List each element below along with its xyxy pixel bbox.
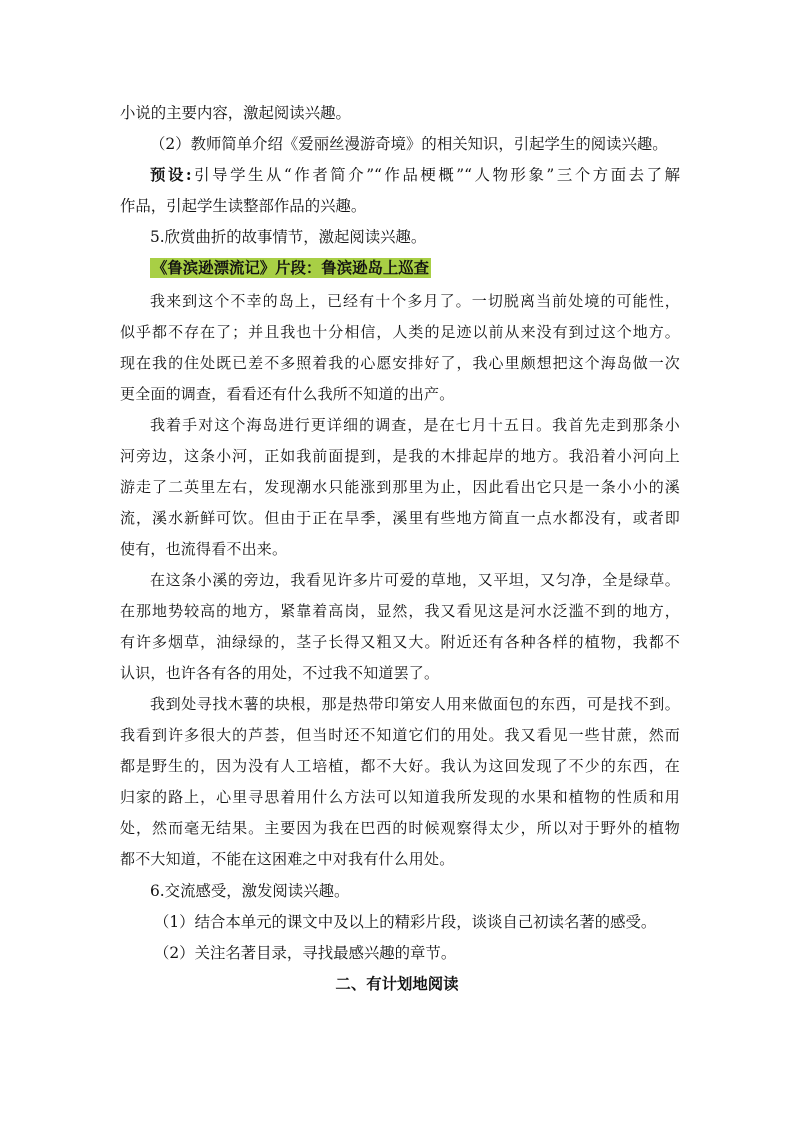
excerpt-p2-line: 我着手对这个海岛进行更详细的调查，是在七月十五日。我首先走到那条小 [150, 416, 680, 434]
step-5-heading: 5.欣赏曲折的故事情节，激起阅读兴趣。 [150, 228, 427, 246]
preset-label: 预设: [150, 166, 192, 184]
excerpt-title-row [150, 258, 680, 278]
step-6-item-1: （1）结合本单元的课文中及以上的精彩片段，谈谈自己初读名著的感受。 [154, 913, 657, 931]
excerpt-p2-line: 流，溪水新鲜可饮。但由于正在旱季，溪里有些地方简直一点水都没有，或者即 [120, 509, 680, 527]
intro-item-2: （2）教师简单介绍《爱丽丝漫游奇境》的相关知识，引起学生的阅读兴趣。 [150, 135, 668, 153]
excerpt-p4-line: 都不大知道，不能在这困难之中对我有什么用处。 [120, 850, 455, 868]
excerpt-p3-line: 在那地势较高的地方，紧靠着高岗，显然，我又看见这是河水泛滥不到的地方， [120, 602, 680, 620]
excerpt-p4-line: 都是野生的，因为没有人工培植，都不大好。我认为这回发现了不少的东西，在 [120, 757, 680, 775]
preset-continuation: 作品，引起学生读整部作品的兴趣。 [120, 197, 367, 215]
preset-paragraph [150, 165, 680, 185]
step-6-heading: 6.交流感受，激发阅读兴趣。 [150, 882, 350, 900]
excerpt-p4-line: 我到处寻找木薯的块根，那是热带印第安人用来做面包的东西，可是找不到。 [150, 695, 680, 713]
preset-text: 引导学生从“作者简介”“作品梗概”“人物形象”三个方面去了解 [191, 166, 680, 184]
excerpt-p3-line: 在这条小溪的旁边，我看见许多片可爱的草地，又平坦，又匀净，全是绿草。 [150, 571, 680, 589]
excerpt-p1-line: 更全面的调查，看看还有什么我所不知道的出产。 [120, 385, 455, 403]
excerpt-p4-line: 归家的路上，心里寻思着用什么方法可以知道我所发现的水果和植物的性质和用 [120, 788, 680, 806]
excerpt-p2-line: 游走了二英里左右，发现潮水只能涨到那里为止，因此看出它只是一条小小的溪 [120, 478, 680, 496]
section-2-heading: 二、有计划地阅读 [335, 975, 459, 993]
excerpt-p2-line: 河旁边，这条小河，正如我前面提到，是我的木排起岸的地方。我沿着小河向上 [120, 447, 680, 465]
excerpt-p1-line: 我来到这个不幸的岛上，已经有十个多月了。一切脱离当前处境的可能性， [150, 292, 680, 310]
excerpt-p4-line: 我看到许多很大的芦荟，但当时还不知道它们的用处。我又看见一些甘蔗，然而 [120, 726, 680, 744]
excerpt-p3-line: 认识，也许各有各的用处，不过我不知道罢了。 [120, 664, 440, 682]
excerpt-title: 《鲁滨逊漂流记》片段：鲁滨逊岛上巡查 [152, 259, 430, 277]
step-6-item-2: （2）关注名著目录，寻找最感兴趣的章节。 [154, 944, 457, 962]
intro-line-1: 小说的主要内容，激起阅读兴趣。 [120, 104, 351, 122]
excerpt-p2-line: 使有，也流得看不出来。 [120, 540, 288, 558]
excerpt-p4-line: 处，然而毫无结果。主要因为我在巴西的时候观察得太少，所以对于野外的植物 [120, 819, 680, 837]
excerpt-p1-line: 现在我的住处既已差不多照着我的心愿安排好了，我心里颇想把这个海岛做一次 [120, 354, 680, 372]
excerpt-p3-line: 有许多烟草，油绿绿的，茎子长得又粗又大。附近还有各种各样的植物，我都不 [120, 633, 680, 651]
excerpt-p1-line: 似乎都不存在了；并且我也十分相信，人类的足迹以前从来没有到过这个地方。 [120, 323, 680, 341]
